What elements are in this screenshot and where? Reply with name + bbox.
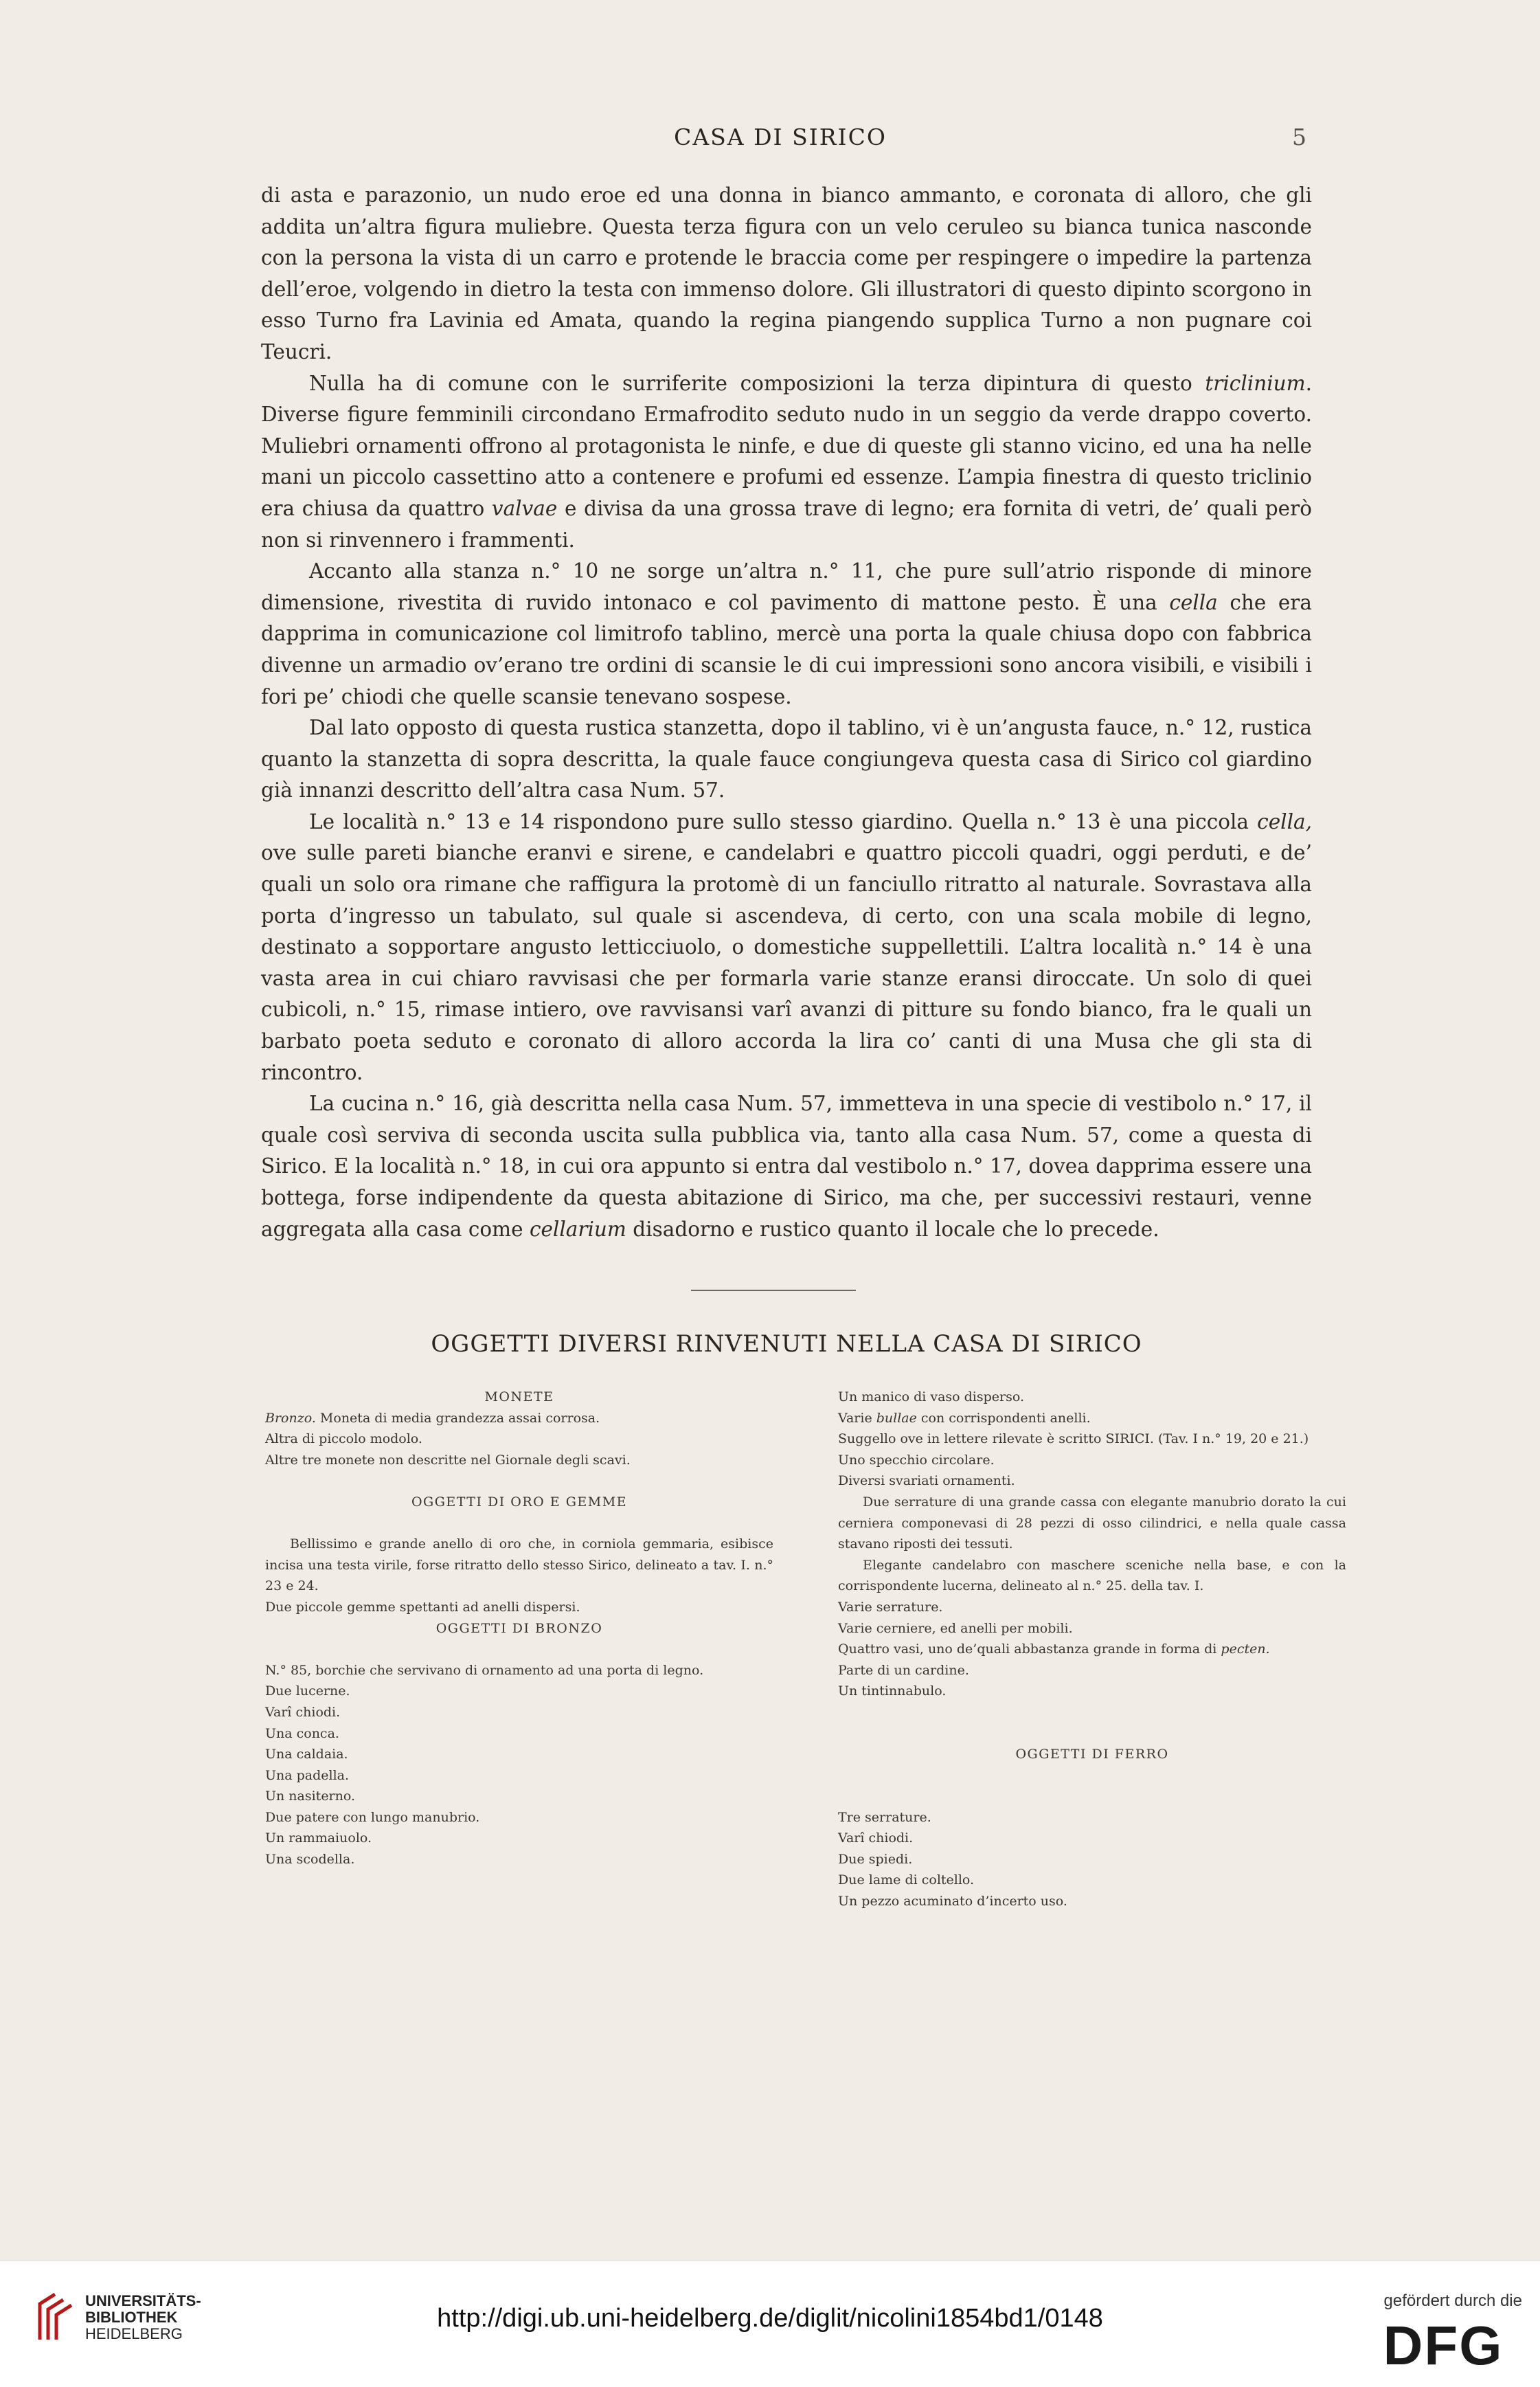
text-run: e divisa da una grossa trave di legno; era fornita di vetri, de’ quali però non si rinvennero i frammenti. xyxy=(261,496,1312,552)
section-title: OGGETTI DIVERSI RINVENUTI NELLA CASA DI SIRICO xyxy=(431,1330,1142,1358)
italic-term: triclinium xyxy=(1205,371,1306,395)
paragraph xyxy=(261,180,1312,368)
text-run: Dal lato opposto di questa rustica stanzetta, dopo il tablino, vi è un’angusta fauce, n.° 12, rustica quanto la stanzetta di sopra descritta, la quale fauce congiungeva questa casa di Sirico col giardino già innanzi descritto dell’altra casa Num. 57. xyxy=(261,716,1312,803)
text-run: Uno specchio circolare. xyxy=(838,1452,995,1468)
inventory-item xyxy=(838,1597,1346,1618)
permalink-url[interactable]: http://digi.ub.uni-heidelberg.de/diglit/nicolini1854bd1/0148 xyxy=(437,2304,1103,2333)
text-run: Varî chiodi. xyxy=(838,1830,914,1846)
text-run: Varie xyxy=(838,1410,876,1426)
text-run: Altre tre monete non descritte nel Giornale degli scavi. xyxy=(265,1452,631,1468)
inventory-item xyxy=(265,1807,773,1828)
text-run: Varie cerniere, ed anelli per mobili. xyxy=(838,1620,1073,1636)
inventory-item xyxy=(265,1660,773,1681)
inventory-item xyxy=(265,1765,773,1786)
text-run: Quattro vasi, uno de’quali abbastanza grande in forma di xyxy=(838,1641,1221,1657)
text-run: Una caldaia. xyxy=(265,1747,348,1762)
text-run: Un rammaiuolo. xyxy=(265,1830,372,1846)
spacer xyxy=(838,1702,1346,1744)
text-run: Un pezzo acuminato d’incerto uso. xyxy=(838,1893,1067,1909)
viewer-footer xyxy=(0,2261,1540,2387)
inventory-item xyxy=(838,1492,1346,1555)
running-head xyxy=(254,124,1306,155)
dfg-logo[interactable] xyxy=(1371,2319,1515,2370)
inventory-item xyxy=(265,1597,773,1618)
inventory-item xyxy=(838,1660,1346,1681)
dfg-logo-text: DFG xyxy=(1383,2319,1504,2370)
text-run: Suggello ove in lettere rilevate è scritto SIRICI. (Tav. I n.° 19, 20 e 21.) xyxy=(838,1431,1309,1447)
main-text xyxy=(261,180,1312,1245)
inventory-heading: OGGETTI DI FERRO xyxy=(1015,1746,1169,1762)
paragraph xyxy=(261,1088,1312,1245)
text-run: Accanto alla stanza n.° 10 ne sorge un’altra n.° 11, che pure sull’atrio risponde di minore dimensione, rivestita di ruvido intonaco e col pavimento di mattone pesto. È una xyxy=(261,559,1312,614)
library-name-line-1: UNIVERSITÄTS- xyxy=(85,2292,201,2309)
text-run: Due spiedi. xyxy=(838,1851,913,1867)
text-run: N.° 85, borchie che servivano di ornamento ad una porta di legno. xyxy=(265,1662,704,1678)
text-run: Due serrature di una grande cassa con elegante manubrio dorato la cui cerniera componevasi di 28 pezzi di osso cilindrici, e nella quale cassa stavano riposti dei tessuti. xyxy=(838,1494,1346,1552)
inventory-item xyxy=(838,1828,1346,1849)
inventory-item xyxy=(838,1428,1346,1450)
text-run: Moneta di media grandezza assai corrosa. xyxy=(315,1410,600,1426)
inventory-item xyxy=(265,1744,773,1765)
library-name-line-2: BIBLIOTHEK xyxy=(85,2309,178,2326)
text-run: Diversi svariati ornamenti. xyxy=(838,1473,1015,1489)
inventory-item xyxy=(265,1702,773,1723)
inventory-item xyxy=(265,1450,773,1471)
inventory-item xyxy=(838,1618,1346,1639)
funding-caption: gefördert durch die xyxy=(1383,2291,1522,2310)
inventory-item xyxy=(265,1428,773,1450)
inventory-item xyxy=(838,1408,1346,1429)
section-divider xyxy=(691,1290,856,1291)
text-run: Un tintinnabulo. xyxy=(838,1683,947,1699)
inventory-item xyxy=(838,1681,1346,1702)
text-run: Una padella. xyxy=(265,1767,350,1783)
inventory-item xyxy=(838,1450,1346,1471)
text-run: Una conca. xyxy=(265,1725,339,1741)
paragraph xyxy=(261,368,1312,557)
inventory-item xyxy=(265,1828,773,1849)
library-name-line-3: HEIDELBERG xyxy=(85,2325,183,2342)
page-number: 5 xyxy=(1292,124,1306,150)
inventory-item xyxy=(838,1555,1346,1597)
italic-term: pecten. xyxy=(1221,1641,1270,1657)
text-run: con corrispondenti anelli. xyxy=(916,1410,1091,1426)
text-run: che era dapprima in comunicazione col limitrofo tablino, mercè una porta la quale chiusa dopo con fabbrica divenne un armadio ov’erano tre ordini di scansie le di cui impressioni sono ancora visibili, e visibili i fori pe’ chiodi che quelle scansie tenevano sospese. xyxy=(261,590,1312,708)
text-run: Una scodella. xyxy=(265,1852,355,1868)
spacer xyxy=(265,1470,773,1492)
inventory-item xyxy=(838,1870,1346,1891)
text-run: Varie serrature. xyxy=(838,1599,943,1615)
inventory-item xyxy=(838,1849,1346,1870)
spacer xyxy=(838,1765,1346,1807)
text-run: di asta e parazonio, un nudo eroe ed una donna in bianco ammanto, e coronata di alloro, che gli addita un’altra figura muliebre. Questa terza figura con un velo ceruleo su bianca tunica nasconde con la persona la vista di un carro e protende le braccia come per respingere o impedire la partenza dell’eroe, volgendo in dietro la testa con immenso dolore. Gli illustratori di questo dipinto scorgono in esso Turno fra Lavinia ed Amata, quando la regina piangendo supplica Turno a non pugnare coi Teucri. xyxy=(261,183,1312,363)
inventory-left-column xyxy=(265,1387,773,1870)
text-run: Un nasiterno. xyxy=(265,1789,356,1804)
inventory-item xyxy=(838,1470,1346,1492)
text-run: Due lame di coltello. xyxy=(838,1872,975,1888)
paragraph xyxy=(261,713,1312,807)
running-title: CASA DI SIRICO xyxy=(674,124,887,150)
text-run: Bellissimo e grande anello di oro che, in corniola gemmaria, esibisce incisa una testa virile, forse ritratto dello stesso Sirico, delineato a tav. I. n.° 23 e 24. xyxy=(265,1536,773,1594)
italic-term: cellarium xyxy=(529,1217,626,1241)
text-run: Due patere con lungo manubrio. xyxy=(265,1809,480,1825)
text-run: Due lucerne. xyxy=(265,1683,350,1699)
inventory-item xyxy=(265,1534,773,1597)
inventory-right-column xyxy=(838,1387,1346,1912)
inventory-item xyxy=(838,1639,1346,1660)
inventory-item xyxy=(265,1786,773,1807)
text-run: Un manico di vaso disperso. xyxy=(838,1389,1025,1404)
inventory-item xyxy=(838,1387,1346,1408)
text-run: Nulla ha di comune con le surriferite composizioni la terza dipintura di questo xyxy=(309,371,1205,395)
inventory-heading: OGGETTI DI BRONZO xyxy=(435,1620,603,1636)
inventory-item xyxy=(265,1849,773,1870)
text-run: ove sulle pareti bianche eranvi e sirene, e candelabri e quattro piccoli quadri, oggi perduti, e de’ quali un solo ora rimane che raffigura la protomè di un fanciullo ritratto al naturale. Sovrastava alla porta d’ingresso un tabulato, sul quale si ascendeva, di certo, con una scala mobile di legno, destinato a sopportare angusto letticciuolo, o domestiche suppellettili. L’altra località n.° 14 è una vasta area in cui chiaro ravvisasi che per formarla varie stanze eransi diroccate. Un solo di quei cubicoli, n.° 15, rimase intiero, ove ravvisansi varî avanzi di pitture su fondo bianco, fra le quali un barbato poeta seduto e coronato di alloro accorda la lira co’ canti di una Musa che gli sta di rincontro. xyxy=(261,841,1312,1084)
inventory-heading: MONETE xyxy=(484,1389,554,1404)
text-run: Due piccole gemme spettanti ad anelli dispersi. xyxy=(265,1599,580,1615)
inventory-item xyxy=(838,1807,1346,1828)
spacer xyxy=(265,1639,773,1660)
inventory-item xyxy=(265,1408,773,1429)
text-run: Parte di un cardine. xyxy=(838,1662,969,1678)
inventory-item xyxy=(838,1891,1346,1912)
italic-term: Bronzo. xyxy=(265,1410,316,1426)
text-run: disadorno e rustico quanto il locale che lo precede. xyxy=(626,1217,1159,1241)
text-run: Le località n.° 13 e 14 rispondono pure sullo stesso giardino. Quella n.° 13 è una piccola xyxy=(309,809,1258,833)
text-run: Tre serrature. xyxy=(838,1809,931,1825)
text-run: . Diverse figure femminili circondano Ermafrodito seduto nudo in un seggio da verde drappo coverto. Muliebri ornamenti offrono al protagonista le ninfe, e due di queste gli stanno vicino, ed una ha nelle mani un piccolo cassettino atto a contenere e profumi ed essenze. L’ampia finestra di questo triclinio era chiusa da quattro xyxy=(261,371,1312,520)
inventory-item xyxy=(265,1681,773,1702)
paragraph xyxy=(261,807,1312,1088)
inventory-item xyxy=(265,1723,773,1745)
italic-term: cella xyxy=(1169,590,1218,614)
italic-term: cella, xyxy=(1257,809,1312,833)
paragraph xyxy=(261,556,1312,713)
italic-term: valvae xyxy=(491,496,558,520)
italic-term: bullae xyxy=(876,1410,917,1426)
inventory-heading: OGGETTI DI ORO E GEMME xyxy=(411,1494,628,1510)
text-run: Elegante candelabro con maschere sceniche nella base, e con la corrispondente lucerna, delineato al n.° 25. della tav. I. xyxy=(838,1557,1346,1594)
text-run: La cucina n.° 16, già descritta nella casa Num. 57, immetteva in una specie di vestibolo n.° 17, il quale così serviva di seconda uscita sulla pubblica via, tanto alla casa Num. 57, come a questa di Sirico. E la località n.° 18, in cui ora appunto si entra dal vestibolo n.° 17, dovea dapprima essere una bottega, forse indipendente da questa abitazione di Sirico, ma che, per successivi restauri, venne aggregata alla casa come xyxy=(261,1092,1312,1241)
spacer xyxy=(265,1513,773,1534)
text-run: Altra di piccolo modolo. xyxy=(265,1431,422,1447)
text-run: Varî chiodi. xyxy=(265,1704,341,1720)
